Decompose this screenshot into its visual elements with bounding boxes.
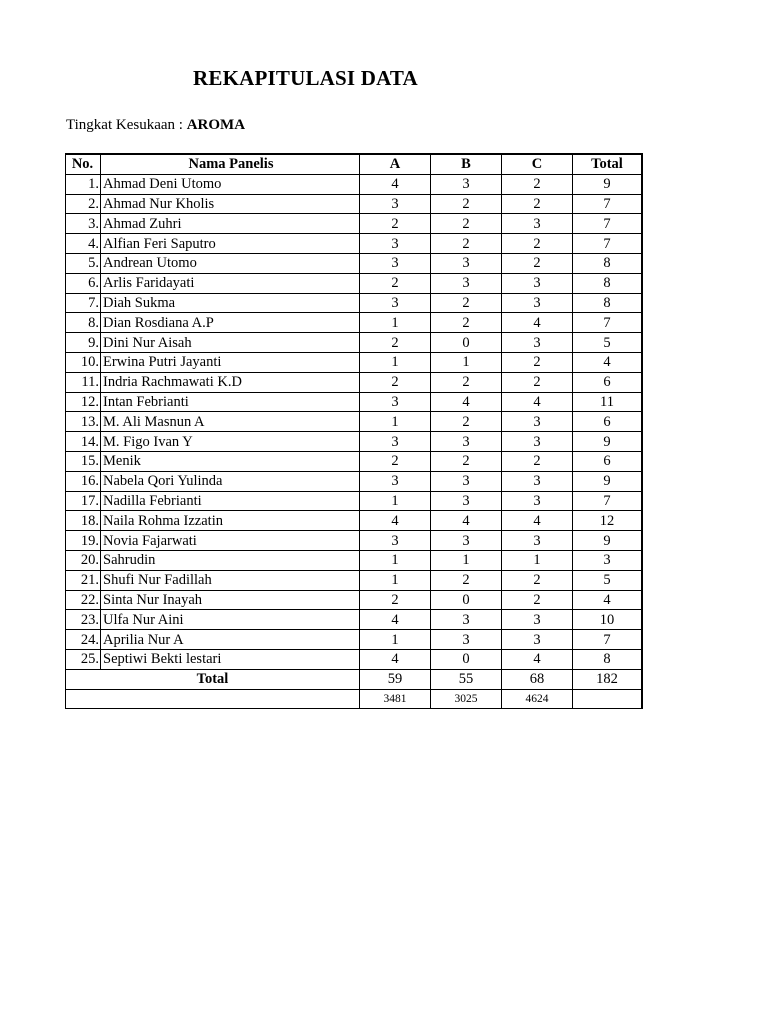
table-row [66,432,643,452]
cell-c: 4 [502,392,573,412]
cell-name: M. Ali Masnun A [101,412,360,432]
cell-name: Septiwi Bekti lestari [101,649,360,669]
cell-a: 3 [360,293,431,313]
cell-b: 0 [431,590,502,610]
cell-name: Sinta Nur Inayah [101,590,360,610]
table-row [66,352,643,372]
cell-b: 0 [431,649,502,669]
cell-c: 2 [502,253,573,273]
cell-total: 4 [573,590,643,610]
cell-no: 15. [66,451,101,471]
cell-no: 14. [66,432,101,452]
cell-total: 3 [573,550,643,570]
cell-name: Ahmad Deni Utomo [101,174,360,194]
cell-name: Naila Rohma Izzatin [101,511,360,531]
cell-a: 3 [360,531,431,551]
table-row [66,253,643,273]
header-total: Total [573,154,643,174]
cell-a: 1 [360,630,431,650]
cell-name: Aprilia Nur A [101,630,360,650]
cell-a: 3 [360,432,431,452]
cell-b: 2 [431,234,502,254]
cell-no: 9. [66,333,101,353]
cell-b: 3 [431,610,502,630]
cell-c: 2 [502,234,573,254]
cell-c: 4 [502,649,573,669]
recap-table [65,153,643,709]
cell-no: 11. [66,372,101,392]
cell-no: 2. [66,194,101,214]
table-row [66,174,643,194]
cell-c: 3 [502,491,573,511]
cell-b: 4 [431,511,502,531]
cell-total: 7 [573,313,643,333]
cell-name: Nadilla Febrianti [101,491,360,511]
cell-b: 1 [431,550,502,570]
cell-no: 12. [66,392,101,412]
cell-name: Ahmad Zuhri [101,214,360,234]
cell-a: 2 [360,372,431,392]
cell-name: Nabela Qori Yulinda [101,471,360,491]
cell-b: 3 [431,174,502,194]
table-row [66,451,643,471]
cell-total: 5 [573,570,643,590]
table-row [66,610,643,630]
cell-name: Andrean Utomo [101,253,360,273]
cell-no: 13. [66,412,101,432]
cell-no: 22. [66,590,101,610]
cell-c: 3 [502,471,573,491]
table-header-row [66,154,643,174]
cell-c: 2 [502,352,573,372]
cell-b: 2 [431,570,502,590]
cell-b: 2 [431,313,502,333]
table-row [66,273,643,293]
cell-c: 3 [502,412,573,432]
total-a: 59 [360,669,431,689]
cell-a: 1 [360,412,431,432]
cell-name: Erwina Putri Jayanti [101,352,360,372]
table-row [66,234,643,254]
cell-total: 9 [573,174,643,194]
table-row [66,333,643,353]
cell-total: 7 [573,491,643,511]
squares-blank-total [573,689,643,709]
cell-c: 2 [502,590,573,610]
cell-a: 4 [360,174,431,194]
table-row [66,531,643,551]
cell-total: 7 [573,630,643,650]
table-row [66,392,643,412]
cell-b: 2 [431,214,502,234]
table-row [66,313,643,333]
cell-b: 3 [431,491,502,511]
cell-b: 3 [431,471,502,491]
cell-no: 8. [66,313,101,333]
cell-a: 2 [360,590,431,610]
cell-c: 4 [502,313,573,333]
cell-a: 3 [360,194,431,214]
cell-name: Diah Sukma [101,293,360,313]
cell-no: 23. [66,610,101,630]
cell-a: 2 [360,273,431,293]
cell-a: 1 [360,570,431,590]
total-grand: 182 [573,669,643,689]
cell-b: 3 [431,531,502,551]
table-row [66,491,643,511]
cell-no: 19. [66,531,101,551]
cell-c: 4 [502,511,573,531]
cell-a: 1 [360,550,431,570]
header-name: Nama Panelis [101,154,360,174]
cell-total: 7 [573,234,643,254]
table-row [66,194,643,214]
cell-total: 7 [573,194,643,214]
cell-b: 2 [431,372,502,392]
squares-b: 3025 [431,689,502,709]
cell-no: 6. [66,273,101,293]
cell-c: 3 [502,333,573,353]
cell-c: 3 [502,214,573,234]
cell-no: 16. [66,471,101,491]
cell-a: 3 [360,471,431,491]
cell-no: 18. [66,511,101,531]
total-row [66,669,643,689]
cell-no: 25. [66,649,101,669]
cell-no: 4. [66,234,101,254]
table-row [66,630,643,650]
cell-a: 3 [360,253,431,273]
subtitle-value: AROMA [186,117,246,133]
table-row [66,412,643,432]
cell-total: 9 [573,432,643,452]
cell-name: Indria Rachmawati K.D [101,372,360,392]
cell-no: 3. [66,214,101,234]
cell-name: Dian Rosdiana A.P [101,313,360,333]
cell-a: 3 [360,234,431,254]
cell-a: 4 [360,649,431,669]
cell-a: 2 [360,451,431,471]
cell-no: 24. [66,630,101,650]
header-b: B [431,154,502,174]
cell-name: Menik [101,451,360,471]
table-row [66,372,643,392]
cell-no: 7. [66,293,101,313]
cell-total: 10 [573,610,643,630]
table-row [66,214,643,234]
cell-total: 6 [573,372,643,392]
cell-b: 4 [431,392,502,412]
cell-name: Ahmad Nur Kholis [101,194,360,214]
cell-total: 7 [573,214,643,234]
cell-b: 2 [431,293,502,313]
table-row [66,293,643,313]
cell-c: 3 [502,273,573,293]
cell-a: 1 [360,491,431,511]
cell-name: Intan Febrianti [101,392,360,412]
cell-b: 2 [431,194,502,214]
cell-no: 5. [66,253,101,273]
cell-name: M. Figo Ivan Y [101,432,360,452]
cell-a: 4 [360,610,431,630]
subtitle [66,117,245,134]
cell-c: 3 [502,293,573,313]
table-body [66,174,643,669]
squares-row [66,689,643,709]
table-row [66,590,643,610]
cell-c: 3 [502,630,573,650]
cell-total: 8 [573,649,643,669]
cell-no: 20. [66,550,101,570]
table-row [66,471,643,491]
cell-name: Novia Fajarwati [101,531,360,551]
cell-b: 1 [431,352,502,372]
table-row [66,550,643,570]
cell-a: 3 [360,392,431,412]
cell-total: 9 [573,531,643,551]
cell-b: 2 [431,412,502,432]
total-b: 55 [431,669,502,689]
cell-total: 8 [573,253,643,273]
header-a: A [360,154,431,174]
cell-total: 6 [573,451,643,471]
cell-no: 17. [66,491,101,511]
cell-b: 3 [431,273,502,293]
cell-no: 10. [66,352,101,372]
cell-b: 0 [431,333,502,353]
table-row [66,570,643,590]
cell-a: 4 [360,511,431,531]
total-c: 68 [502,669,573,689]
document-title: REKAPITULASI DATA [193,66,418,90]
cell-name: Alfian Feri Saputro [101,234,360,254]
squares-a: 3481 [360,689,431,709]
cell-a: 1 [360,313,431,333]
cell-total: 4 [573,352,643,372]
cell-c: 3 [502,610,573,630]
table-row [66,649,643,669]
cell-no: 1. [66,174,101,194]
squares-blank [66,689,360,709]
cell-total: 12 [573,511,643,531]
cell-total: 8 [573,293,643,313]
header-no: No. [66,154,101,174]
cell-c: 3 [502,531,573,551]
cell-name: Arlis Faridayati [101,273,360,293]
cell-total: 6 [573,412,643,432]
cell-a: 1 [360,352,431,372]
header-c: C [502,154,573,174]
cell-c: 2 [502,372,573,392]
subtitle-label: Tingkat Kesukaan : [66,117,187,133]
cell-total: 9 [573,471,643,491]
cell-c: 2 [502,451,573,471]
cell-c: 2 [502,194,573,214]
table-row [66,511,643,531]
cell-name: Dini Nur Aisah [101,333,360,353]
cell-b: 3 [431,432,502,452]
cell-name: Shufi Nur Fadillah [101,570,360,590]
cell-c: 2 [502,570,573,590]
cell-a: 2 [360,214,431,234]
cell-total: 5 [573,333,643,353]
cell-a: 2 [360,333,431,353]
cell-name: Sahrudin [101,550,360,570]
cell-total: 8 [573,273,643,293]
cell-no: 21. [66,570,101,590]
squares-c: 4624 [502,689,573,709]
cell-b: 3 [431,630,502,650]
cell-total: 11 [573,392,643,412]
cell-name: Ulfa Nur Aini [101,610,360,630]
cell-c: 1 [502,550,573,570]
cell-c: 3 [502,432,573,452]
cell-c: 2 [502,174,573,194]
cell-b: 2 [431,451,502,471]
total-label: Total [66,669,360,689]
cell-b: 3 [431,253,502,273]
